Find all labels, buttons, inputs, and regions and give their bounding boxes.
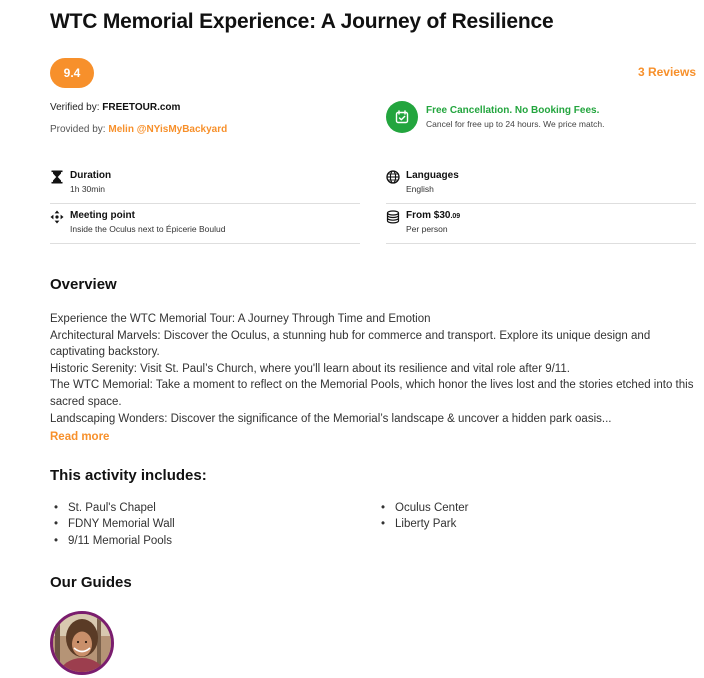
- price-unit: Per person: [406, 224, 448, 234]
- overview-line: The WTC Memorial: Take a moment to reflect on the Memorial Pools, which honor the lives lost and the stories etched into this sacred space.: [50, 379, 694, 408]
- coins-icon: [386, 210, 400, 224]
- provider-link[interactable]: Melin @NYisMyBackyard: [108, 124, 228, 135]
- rating-badge: 9.4: [50, 58, 94, 88]
- list-item: • St. Paul's Chapel: [50, 502, 156, 514]
- duration-label: Duration: [70, 170, 112, 181]
- cancellation-subtitle: Cancel for free up to 24 hours. We price match.: [426, 119, 605, 129]
- languages-info: [386, 164, 696, 204]
- price-amount: From $30: [406, 210, 451, 221]
- overview-heading: Overview: [50, 276, 117, 293]
- list-item: • Oculus Center: [377, 502, 469, 514]
- price-label: [406, 210, 460, 221]
- calendar-check-icon: [386, 101, 418, 133]
- read-more-link[interactable]: Read more: [50, 431, 110, 443]
- list-item: • Liberty Park: [377, 518, 456, 530]
- overview-text: [50, 311, 696, 427]
- guides-heading: Our Guides: [50, 574, 132, 591]
- overview-line: Historic Serenity: Visit St. Paul’s Church, where you'll learn about its resilience and vital role after 9/11.: [50, 362, 570, 375]
- duration-value: 1h 30min: [70, 184, 105, 194]
- provided-by: [50, 124, 227, 135]
- globe-icon: [386, 170, 400, 184]
- move-arrows-icon: [50, 210, 64, 224]
- cancellation-title: Free Cancellation. No Booking Fees.: [426, 105, 600, 116]
- overview-line: Architectural Marvels: Discover the Oculus, a stunning hub for commerce and transport. Explore its unique design and captivating backstory.: [50, 329, 651, 359]
- verified-label: Verified by:: [50, 102, 100, 113]
- meeting-point-value: Inside the Oculus next to Épicerie Boulud: [70, 224, 226, 234]
- price-info: [386, 204, 696, 244]
- meeting-point-info: [50, 204, 360, 244]
- hourglass-icon: [50, 170, 64, 184]
- list-item: • FDNY Memorial Wall: [50, 518, 175, 530]
- reviews-link[interactable]: 3 Reviews: [637, 65, 696, 79]
- meeting-point-label: Meeting point: [70, 210, 135, 221]
- guide-avatar[interactable]: [50, 611, 114, 675]
- includes-heading: This activity includes:: [50, 467, 207, 484]
- overview-line: Experience the WTC Memorial Tour: A Journey Through Time and Emotion: [50, 313, 431, 325]
- list-item: • 9/11 Memorial Pools: [50, 535, 172, 547]
- page-title: WTC Memorial Experience: A Journey of Resilience: [50, 10, 554, 33]
- verified-by: [50, 102, 180, 113]
- verified-value: FREETOUR.com: [102, 102, 181, 113]
- price-cents: .09: [450, 213, 461, 220]
- free-cancellation-box: [386, 101, 604, 133]
- provided-label: Provided by:: [50, 124, 106, 135]
- languages-label: Languages: [406, 170, 459, 181]
- languages-value: English: [406, 184, 434, 194]
- duration-info: [50, 164, 360, 204]
- overview-line: Landscaping Wonders: Discover the significance of the Memorial’s landscape & uncover a hidden park oasis...: [50, 412, 612, 425]
